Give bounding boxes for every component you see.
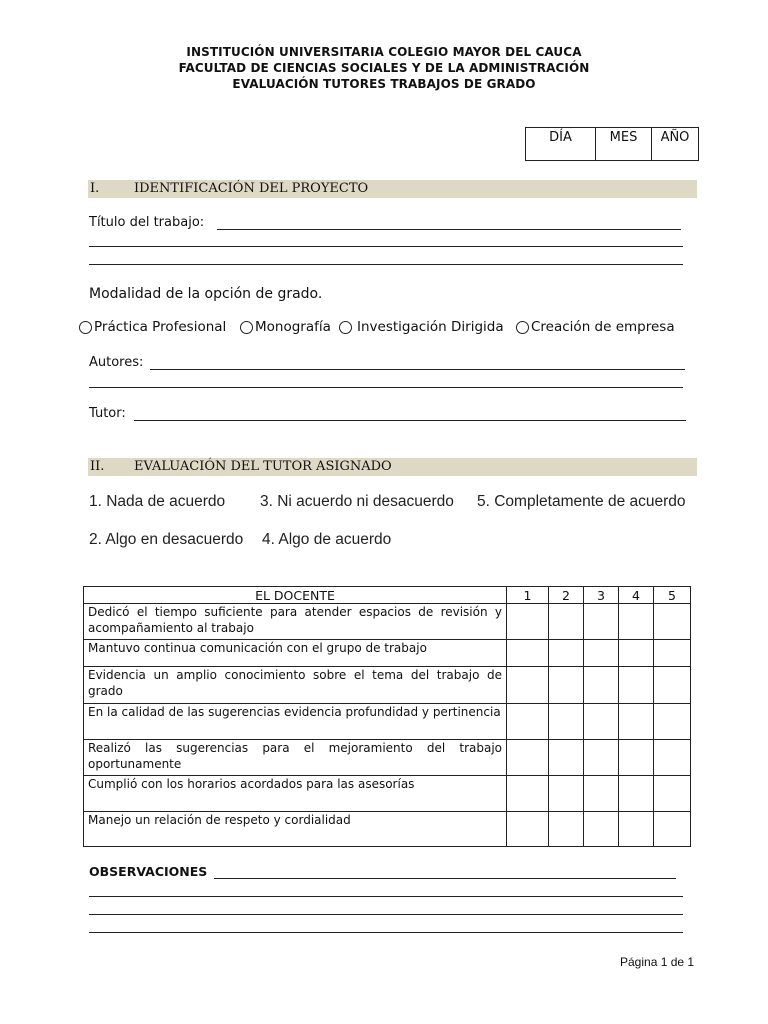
evaluation-table	[83, 586, 691, 847]
rating-cell[interactable]	[584, 704, 619, 740]
option-monografia[interactable]	[240, 319, 331, 335]
authors-line-1[interactable]	[150, 369, 685, 370]
rating-cell[interactable]	[549, 667, 584, 704]
tutor-line[interactable]	[134, 420, 686, 421]
table-row	[84, 812, 691, 847]
work-title-label: Título del trabajo:	[89, 215, 205, 230]
rating-cell[interactable]	[619, 640, 654, 667]
table-row	[84, 740, 691, 776]
section-1-title: IDENTIFICACIÓN DEL PROYECTO	[134, 181, 369, 196]
option-investigacion[interactable]	[339, 319, 504, 335]
option-label: Creación de empresa	[531, 319, 675, 335]
work-title-line-3[interactable]	[89, 264, 683, 265]
table-header-col-1: 1	[507, 587, 549, 604]
rating-cell[interactable]	[654, 604, 691, 640]
scale-2: 2. Algo en desacuerdo	[89, 531, 244, 548]
rating-cell[interactable]	[619, 776, 654, 812]
scale-3: 3. Ni acuerdo ni desacuerdo	[260, 493, 454, 510]
rating-cell[interactable]	[584, 667, 619, 704]
rating-cell[interactable]	[654, 667, 691, 704]
criterion-text: Dedicó el tiempo suficiente para atender espacios de revisión y acompañamiento al trabajo	[84, 604, 507, 640]
authors-line-2[interactable]	[89, 387, 683, 388]
rating-cell[interactable]	[507, 640, 549, 667]
rating-cell[interactable]	[654, 704, 691, 740]
rating-cell[interactable]	[619, 604, 654, 640]
rating-cell[interactable]	[619, 740, 654, 776]
criterion-text: Cumplió con los horarios acordados para las asesorías	[84, 776, 507, 812]
rating-cell[interactable]	[619, 667, 654, 704]
criterion-text: En la calidad de las sugerencias evidencia profundidad y pertinencia	[84, 704, 507, 740]
scale-5: 5. Completamente de acuerdo	[477, 493, 686, 510]
table-header-row	[84, 587, 691, 604]
rating-cell[interactable]	[549, 812, 584, 847]
option-label: Investigación Dirigida	[357, 319, 504, 335]
work-title-line-1[interactable]	[217, 229, 681, 230]
rating-cell[interactable]	[619, 812, 654, 847]
radio-circle-icon[interactable]	[516, 321, 529, 334]
option-label: Monografía	[255, 319, 331, 335]
section-2-number: II.	[90, 459, 105, 474]
observations-line-4[interactable]	[89, 932, 683, 933]
criterion-text: Realizó las sugerencias para el mejoramiento del trabajo oportunamente	[84, 740, 507, 776]
table-row	[84, 776, 691, 812]
table-header-docente: EL DOCENTE	[84, 587, 507, 604]
option-creacion[interactable]	[516, 319, 675, 335]
observations-line-2[interactable]	[89, 896, 683, 897]
document-title: EVALUACIÓN TUTORES TRABAJOS DE GRADO	[232, 77, 536, 91]
criterion-text: Evidencia un amplio conocimiento sobre el tema del trabajo de grado	[84, 667, 507, 704]
option-label: Práctica Profesional	[94, 319, 227, 335]
table-row	[84, 667, 691, 704]
table-header-col-3: 3	[584, 587, 619, 604]
rating-cell[interactable]	[507, 704, 549, 740]
rating-cell[interactable]	[654, 812, 691, 847]
rating-cell[interactable]	[507, 776, 549, 812]
observations-line-1[interactable]	[214, 878, 676, 879]
rating-cell[interactable]	[549, 640, 584, 667]
modality-label: Modalidad de la opción de grado.	[89, 286, 323, 302]
criterion-text: Manejo un relación de respeto y cordialidad	[84, 812, 507, 847]
date-day-cell[interactable]: DÍA	[526, 128, 596, 160]
authors-label: Autores:	[89, 355, 144, 370]
rating-cell[interactable]	[507, 812, 549, 847]
date-month-cell[interactable]: MES	[596, 128, 652, 160]
table-header-col-4: 4	[619, 587, 654, 604]
rating-cell[interactable]	[549, 704, 584, 740]
section-1-number: I.	[90, 181, 100, 196]
date-box	[525, 127, 699, 161]
rating-cell[interactable]	[654, 740, 691, 776]
institution-name: INSTITUCIÓN UNIVERSITARIA COLEGIO MAYOR DEL CAUCA	[186, 45, 582, 59]
radio-circle-icon[interactable]	[240, 321, 253, 334]
scale-4: 4. Algo de acuerdo	[262, 531, 392, 548]
rating-cell[interactable]	[507, 740, 549, 776]
rating-cell[interactable]	[584, 640, 619, 667]
section-2-title: EVALUACIÓN DEL TUTOR ASIGNADO	[134, 459, 392, 474]
date-year-cell[interactable]: AÑO	[660, 130, 690, 145]
faculty-name: FACULTAD DE CIENCIAS SOCIALES Y DE LA ADMINISTRACIÓN	[178, 61, 590, 75]
rating-cell[interactable]	[654, 640, 691, 667]
section-1-header	[88, 180, 697, 198]
table-row	[84, 704, 691, 740]
rating-cell[interactable]	[584, 604, 619, 640]
rating-cell[interactable]	[507, 604, 549, 640]
scale-1: 1. Nada de acuerdo	[89, 493, 226, 510]
rating-cell[interactable]	[549, 740, 584, 776]
option-practica[interactable]	[79, 319, 226, 335]
radio-circle-icon[interactable]	[79, 321, 92, 334]
rating-cell[interactable]	[584, 740, 619, 776]
table-row	[84, 604, 691, 640]
radio-circle-icon[interactable]	[339, 321, 352, 334]
table-row	[84, 640, 691, 667]
rating-cell[interactable]	[584, 776, 619, 812]
work-title-line-2[interactable]	[89, 246, 683, 247]
rating-cell[interactable]	[619, 704, 654, 740]
rating-cell[interactable]	[584, 812, 619, 847]
tutor-label: Tutor:	[89, 406, 126, 421]
rating-cell[interactable]	[549, 776, 584, 812]
rating-cell[interactable]	[654, 776, 691, 812]
rating-cell[interactable]	[507, 667, 549, 704]
observations-line-3[interactable]	[89, 914, 683, 915]
observations-label: OBSERVACIONES	[89, 864, 208, 879]
table-header-col-5: 5	[654, 587, 691, 604]
rating-cell[interactable]	[549, 604, 584, 640]
criterion-text: Mantuvo continua comunicación con el grupo de trabajo	[84, 640, 507, 667]
table-header-col-2: 2	[549, 587, 584, 604]
page-number: Página 1 de 1	[620, 955, 695, 969]
section-2-header	[88, 458, 697, 476]
